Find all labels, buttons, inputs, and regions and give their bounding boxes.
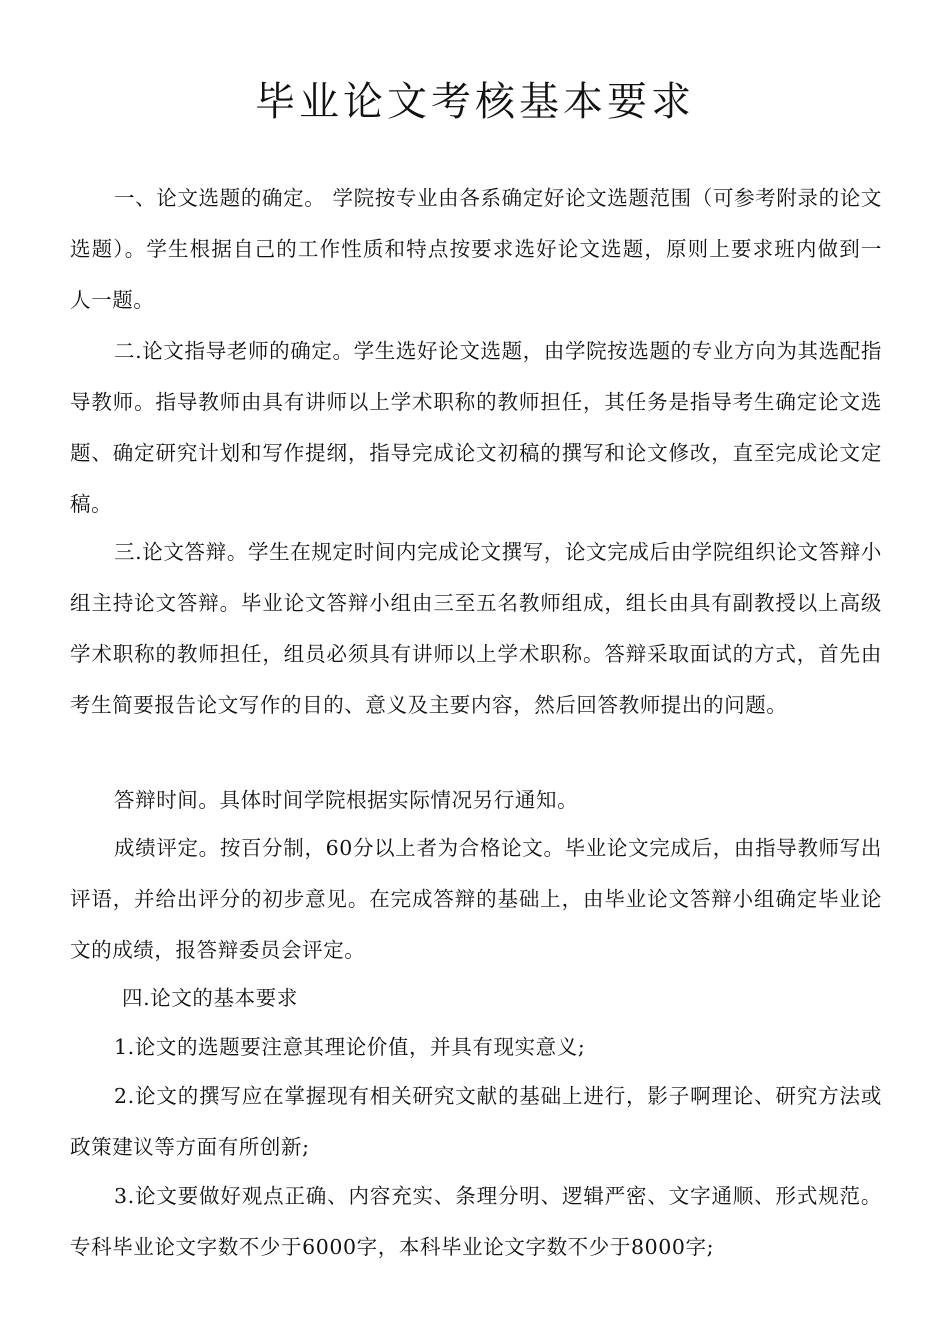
paragraph-topic-selection: 一、论文选题的确定。 学院按专业由各系确定好论文选题范围（可参考附录的论文选题）。学生根据自己的工作性质和特点按要求选好论文选题，原则上要求班内做到一人一题。 (70, 186, 882, 312)
section-heading-requirements: 四.论文的基本要求 (122, 986, 298, 1010)
requirement-item-1: 1.论文的选题要注意其理论价值，并具有现实意义; (114, 1035, 586, 1059)
paragraph-defense: 三.论文答辩。学生在规定时间内完成论文撰写，论文完成后由学院组织论文答辩小组主持论文答辩。毕业论文答辩小组由三至五名教师组成，组长由具有副教授以上高级学术职称的教师担任，组员必须具有讲师以上学术职称。答辩采取面试的方式，首先由考生简要报告论文写作的目的、意义及主要内容，然后回答教师提出的问题。 (70, 540, 882, 717)
document-title: 毕业论文考核基本要求 (255, 79, 695, 125)
paragraph-advisor: 二.论文指导老师的确定。学生选好论文选题，由学院按选题的专业方向为其选配指导教师。指导教师由具有讲师以上学术职称的教师担任，其任务是指导考生确定论文选题、确定研究计划和写作提纲，指导完成论文初稿的撰写和论文修改，直至完成论文定稿。 (70, 339, 882, 516)
requirement-item-3: 3.论文要做好观点正确、内容充实、条理分明、逻辑严密、文字通顺、形式规范。专科毕业论文字数不少于6000字，本科毕业论文字数不少于8000字; (70, 1184, 882, 1259)
requirement-item-2: 2.论文的撰写应在掌握现有相关研究文献的基础上进行，影子啊理论、研究方法或政策建议等方面有所创新; (70, 1084, 882, 1159)
paragraph-grading: 成绩评定。按百分制，60分以上者为合格论文。毕业论文完成后，由指导教师写出评语，并给出评分的初步意见。在完成答辩的基础上，由毕业论文答辩小组确定毕业论文的成绩，报答辩委员会评定。 (70, 836, 882, 962)
paragraph-defense-time: 答辩时间。具体时间学院根据实际情况另行通知。 (114, 788, 579, 812)
